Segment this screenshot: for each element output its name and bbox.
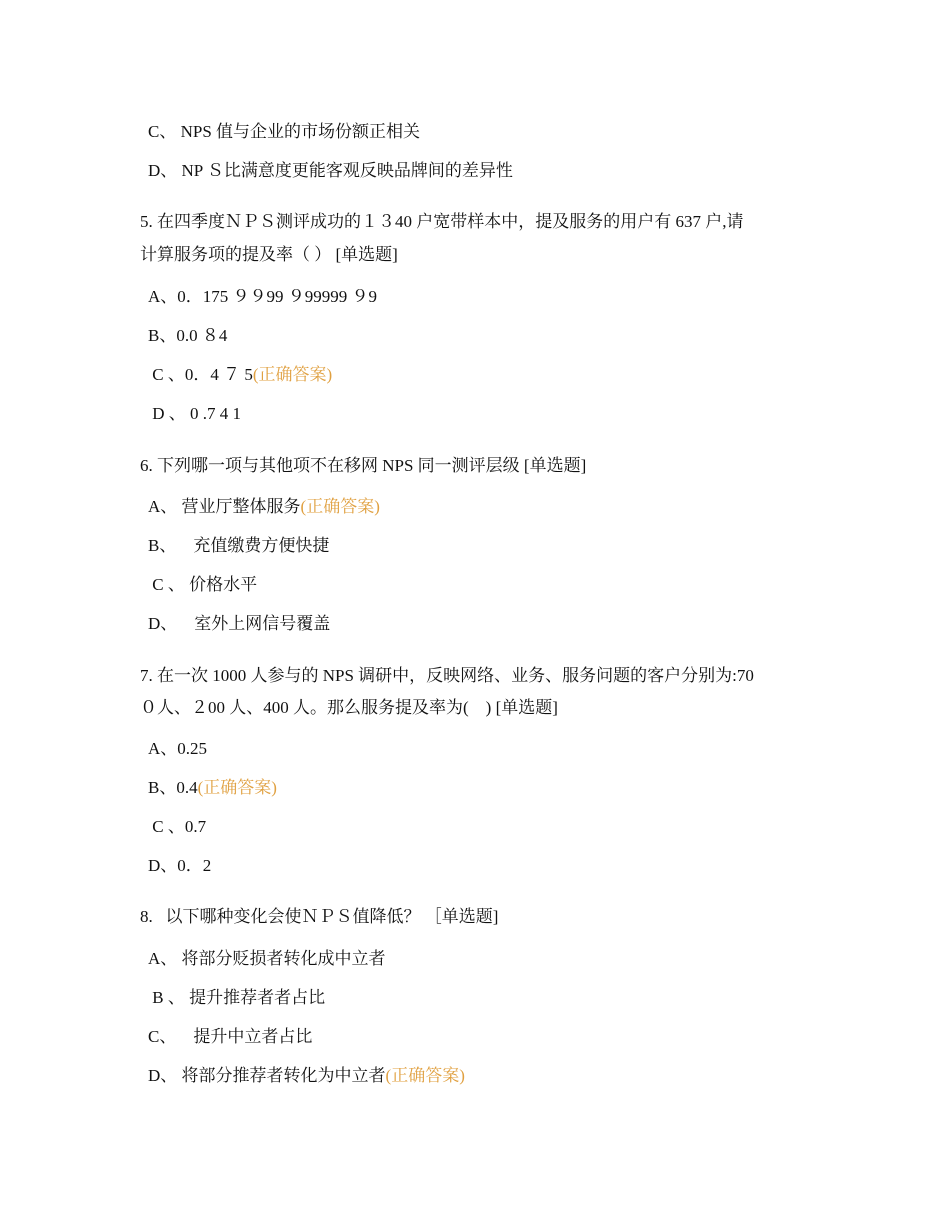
q5-option-a: A、0．175 ９９99 ９99999 ９9 bbox=[148, 287, 378, 306]
q7-option-d: D、0．2 bbox=[148, 856, 212, 875]
q8-option-b: B 、 提升推荐者者占比 bbox=[148, 988, 326, 1007]
q7-option-c: C 、0.7 bbox=[148, 817, 207, 836]
q7-option-b: B、0.4(正确答案) bbox=[148, 778, 277, 797]
q5-stem-line1: 5. 在四季度ＮＰＳ测评成功的１３40 户宽带样本中，提及服务的用户有 637 户,请 bbox=[140, 212, 744, 231]
q5-stem-line2: 计算服务项的提及率（ ） [单选题] bbox=[140, 245, 398, 264]
q8-stem: 8. 以下哪种变化会使ＮＰＳ值降低？ ［单选题] bbox=[140, 907, 499, 926]
correct-answer-mark: (正确答案) bbox=[252, 365, 333, 384]
q8-option-c: C、 提升中立者占比 bbox=[148, 1027, 313, 1046]
q6-option-b: B、 充值缴费方便快捷 bbox=[148, 536, 330, 555]
q5-option-b: B、0.0 ８4 bbox=[148, 326, 228, 345]
q7-stem-line1: 7. 在一次 1000 人参与的 NPS 调研中，反映网络、业务、服务问题的客户分别为:70 bbox=[140, 666, 754, 685]
q8-option-a: A、 将部分贬损者转化成中立者 bbox=[148, 949, 386, 968]
correct-answer-mark: (正确答案) bbox=[197, 778, 277, 797]
q5-option-d: D 、 0 .7 4 1 bbox=[148, 404, 242, 423]
q6-option-a: A、 营业厅整体服务(正确答案) bbox=[148, 497, 380, 516]
correct-answer-mark: (正确答案) bbox=[300, 497, 380, 516]
q4-option-c: C、 NPS 值与企业的市场份额正相关 bbox=[148, 122, 421, 141]
correct-answer-mark: (正确答案) bbox=[385, 1066, 465, 1085]
q6-option-d: D、 室外上网信号覆盖 bbox=[148, 614, 331, 633]
q4-option-d: D、 NP Ｓ比满意度更能客观反映品牌间的差异性 bbox=[148, 161, 513, 180]
q6-stem: 6. 下列哪一项与其他项不在移网 NPS 同一测评层级 [单选题] bbox=[140, 456, 587, 475]
q7-option-a: A、0.25 bbox=[148, 739, 208, 758]
q5-option-c: C 、0．4 ７ 5(正确答案) bbox=[148, 365, 333, 384]
q6-option-c: C 、 价格水平 bbox=[148, 575, 258, 594]
q8-option-d: D、 将部分推荐者转化为中立者(正确答案) bbox=[148, 1066, 465, 1085]
q7-stem-line2: ０人、２00 人、400 人。那么服务提及率为( ) [单选题] bbox=[140, 698, 558, 717]
